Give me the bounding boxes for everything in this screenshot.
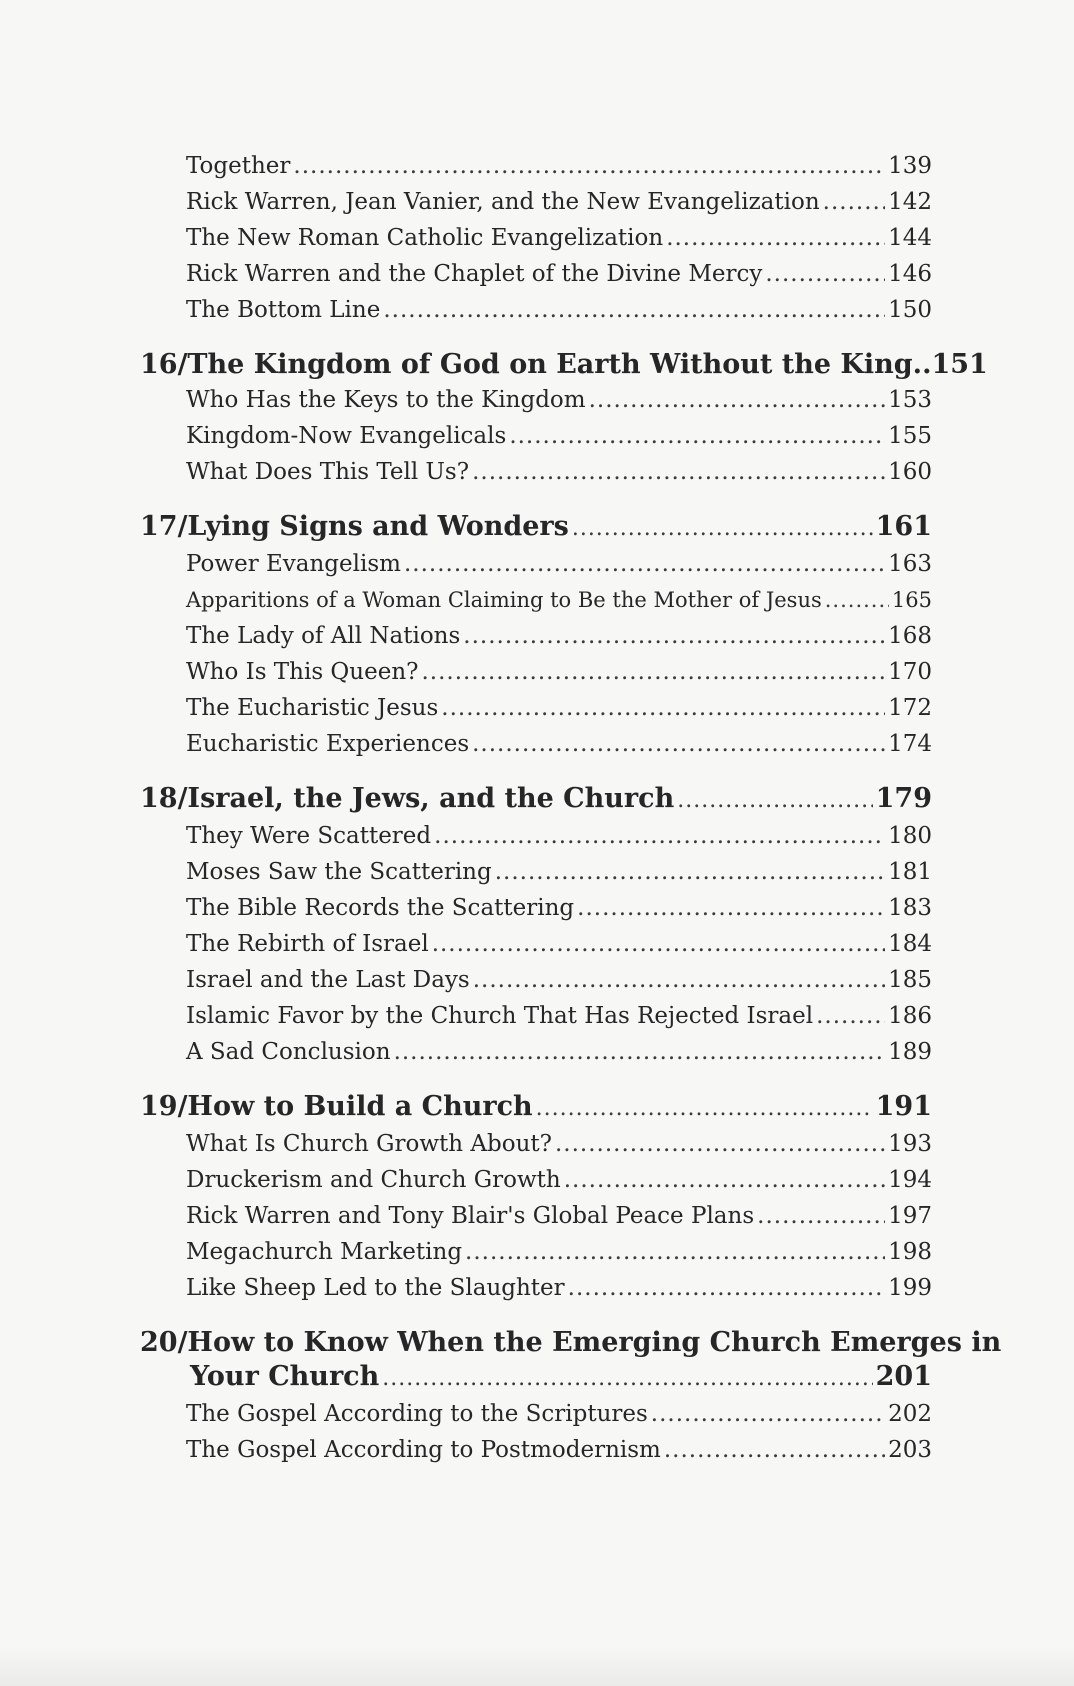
toc-entry-page: 198 [888, 1239, 932, 1265]
toc-entry-page: 185 [888, 967, 932, 993]
toc-entry-title: Islamic Favor by the Church That Has Rejected Israel [186, 1003, 814, 1029]
toc-entry-title: The Gospel According to the Scriptures [186, 1401, 648, 1427]
toc-entry [140, 148, 932, 184]
toc-entry [140, 690, 932, 726]
chapter-title-line2: Your Church [190, 1361, 380, 1392]
dot-leader [577, 890, 885, 926]
toc-entry-page: 170 [888, 659, 932, 685]
toc-entry [140, 998, 932, 1034]
toc-entry-page: 142 [888, 189, 932, 215]
toc-entry-page: 186 [888, 1003, 932, 1029]
toc-entry-page: 199 [888, 1275, 932, 1301]
table-of-contents [140, 148, 1002, 1468]
toc-entry [140, 1126, 932, 1162]
toc-entry [140, 1034, 932, 1070]
toc-entry [140, 926, 932, 962]
toc-entry-page: 150 [888, 297, 932, 323]
dot-leader [816, 998, 885, 1034]
toc-entry-title: Who Is This Queen? [186, 659, 419, 685]
toc-entry-title: Druckerism and Church Growth [186, 1167, 561, 1193]
toc-entry [140, 546, 932, 582]
toc-entry-title: What Does This Tell Us? [186, 459, 470, 485]
dot-leader [677, 784, 872, 818]
toc-entry-title: The Bible Records the Scattering [186, 895, 575, 921]
toc-entry-title: Moses Saw the Scattering [186, 859, 492, 885]
toc-entry [140, 890, 932, 926]
dot-leader [463, 618, 885, 654]
dot-leader [293, 148, 885, 184]
chapter-page: 151 [931, 349, 988, 380]
dot-leader [536, 1092, 873, 1126]
toc-entry-page: 183 [888, 895, 932, 921]
toc-entry [140, 256, 932, 292]
toc-entry-page: 189 [888, 1039, 932, 1065]
toc-entry-page: 197 [888, 1203, 932, 1229]
toc-entry [140, 854, 932, 890]
toc-entry [140, 292, 932, 328]
toc-entry-page: 139 [888, 153, 932, 179]
dot-leader [757, 1198, 885, 1234]
chapter-20 [140, 1326, 1002, 1468]
toc-entry-title: The New Roman Catholic Evangelization [186, 225, 664, 251]
dot-leader [495, 854, 885, 890]
toc-entry [140, 1432, 932, 1468]
toc-entry [140, 618, 932, 654]
toc-entry [140, 1162, 932, 1198]
toc-entry [140, 1198, 932, 1234]
toc-entry [140, 1270, 932, 1306]
toc-entry-title: Rick Warren and Tony Blair's Global Peace Plans [186, 1203, 755, 1229]
toc-entry-title: The Rebirth of Israel [186, 931, 429, 957]
toc-entry-page: 174 [888, 731, 932, 757]
toc-entry-title: Rick Warren and the Chaplet of the Divine Mercy [186, 261, 763, 287]
toc-entry-page: 165 [891, 588, 932, 612]
toc-entry-page: 144 [888, 225, 932, 251]
chapter-16 [140, 348, 988, 490]
toc-entry-title: What Is Church Growth About? [186, 1131, 552, 1157]
dot-leader [394, 1034, 886, 1070]
dot-leader [473, 962, 885, 998]
toc-entry-page: 160 [888, 459, 932, 485]
toc-entry [140, 1396, 932, 1432]
page-bottom-shadow [0, 1646, 1074, 1686]
toc-entry [140, 220, 932, 256]
toc-entry-title: A Sad Conclusion [186, 1039, 391, 1065]
toc-entry [140, 1234, 932, 1270]
dot-leader [472, 726, 885, 762]
chapter-page: 191 [875, 1091, 932, 1122]
toc-entry-page: 155 [888, 423, 932, 449]
chapter-page: 161 [875, 511, 932, 542]
dot-leader [382, 1362, 872, 1396]
dot-leader [555, 1126, 885, 1162]
dot-leader [666, 220, 885, 256]
chapter-heading [140, 348, 988, 382]
toc-entry-title: Apparitions of a Woman Claiming to Be the Mother of Jesus [186, 588, 822, 612]
dot-leader [651, 1396, 885, 1432]
dot-leader [421, 654, 885, 690]
dot-leader [509, 418, 885, 454]
toc-entry-title: Israel and the Last Days [186, 967, 470, 993]
toc-entry [140, 382, 932, 418]
dot-leader [472, 454, 885, 490]
toc-entry-page: 153 [888, 387, 932, 413]
toc-entry-title: The Bottom Line [186, 297, 381, 323]
toc-entry-title: The Gospel According to Postmodernism [186, 1437, 661, 1463]
toc-entry-title: Power Evangelism [186, 551, 401, 577]
chapter-heading [140, 510, 932, 546]
chapter-title-line2-row [140, 1360, 932, 1396]
toc-entry-page: 184 [888, 931, 932, 957]
chapter-15-continued [140, 148, 932, 328]
toc-entry-page: 168 [888, 623, 932, 649]
toc-entry-page: 146 [888, 261, 932, 287]
toc-entry-title: Who Has the Keys to the Kingdom [186, 387, 586, 413]
toc-entry-page: 163 [888, 551, 932, 577]
dot-leader [434, 818, 885, 854]
dot-leader [383, 292, 885, 328]
dot-leader [825, 582, 889, 618]
toc-entry-page: 180 [888, 823, 932, 849]
dot-leader [823, 184, 885, 220]
chapter-title: 19/How to Build a Church [140, 1091, 533, 1122]
toc-entry-page: 172 [888, 695, 932, 721]
chapter-title: 18/Israel, the Jews, and the Church [140, 783, 675, 814]
toc-entry-title: Megachurch Marketing [186, 1239, 463, 1265]
chapter-title-line1: 20/How to Know When the Emerging Church Emerges in [140, 1327, 1002, 1358]
dot-leader [664, 1432, 885, 1468]
toc-entry-page: 193 [888, 1131, 932, 1157]
dot-leader [432, 926, 885, 962]
dot-leader [564, 1162, 885, 1198]
toc-entry-page: 203 [888, 1437, 932, 1463]
toc-entry [140, 582, 932, 618]
dot-leader [465, 1234, 885, 1270]
toc-entry-page: 181 [888, 859, 932, 885]
dot-leader [572, 512, 873, 546]
chapter-title: 17/Lying Signs and Wonders [140, 511, 569, 542]
dot-leader [568, 1270, 885, 1306]
dot-leader [765, 256, 885, 292]
toc-entry-title: Like Sheep Led to the Slaughter [186, 1275, 565, 1301]
toc-entry [140, 818, 932, 854]
toc-entry [140, 726, 932, 762]
toc-entry [140, 418, 932, 454]
chapter-title: 16/The Kingdom of God on Earth Without the King.. [140, 349, 932, 380]
toc-entry [140, 962, 932, 998]
toc-entry-title: Together [186, 153, 291, 179]
toc-entry-title: Eucharistic Experiences [186, 731, 470, 757]
toc-entry-title: The Lady of All Nations [186, 623, 461, 649]
chapter-page: 201 [875, 1361, 932, 1392]
toc-entry-title: Kingdom-Now Evangelicals [186, 423, 507, 449]
dot-leader [404, 546, 885, 582]
toc-entry-page: 194 [888, 1167, 932, 1193]
chapter-page: 179 [875, 783, 932, 814]
chapter-heading [140, 782, 932, 818]
toc-entry-title: Rick Warren, Jean Vanier, and the New Evangelization [186, 189, 820, 215]
chapter-18 [140, 782, 932, 1070]
dot-leader [441, 690, 885, 726]
toc-entry [140, 454, 932, 490]
toc-entry [140, 654, 932, 690]
chapter-17 [140, 510, 932, 762]
chapter-heading [140, 1090, 932, 1126]
chapter-19 [140, 1090, 932, 1306]
chapter-heading [140, 1326, 1002, 1396]
toc-entry-page: 202 [888, 1401, 932, 1427]
toc-entry [140, 184, 932, 220]
toc-entry-title: The Eucharistic Jesus [186, 695, 439, 721]
dot-leader [589, 382, 886, 418]
toc-entry-title: They Were Scattered [186, 823, 432, 849]
